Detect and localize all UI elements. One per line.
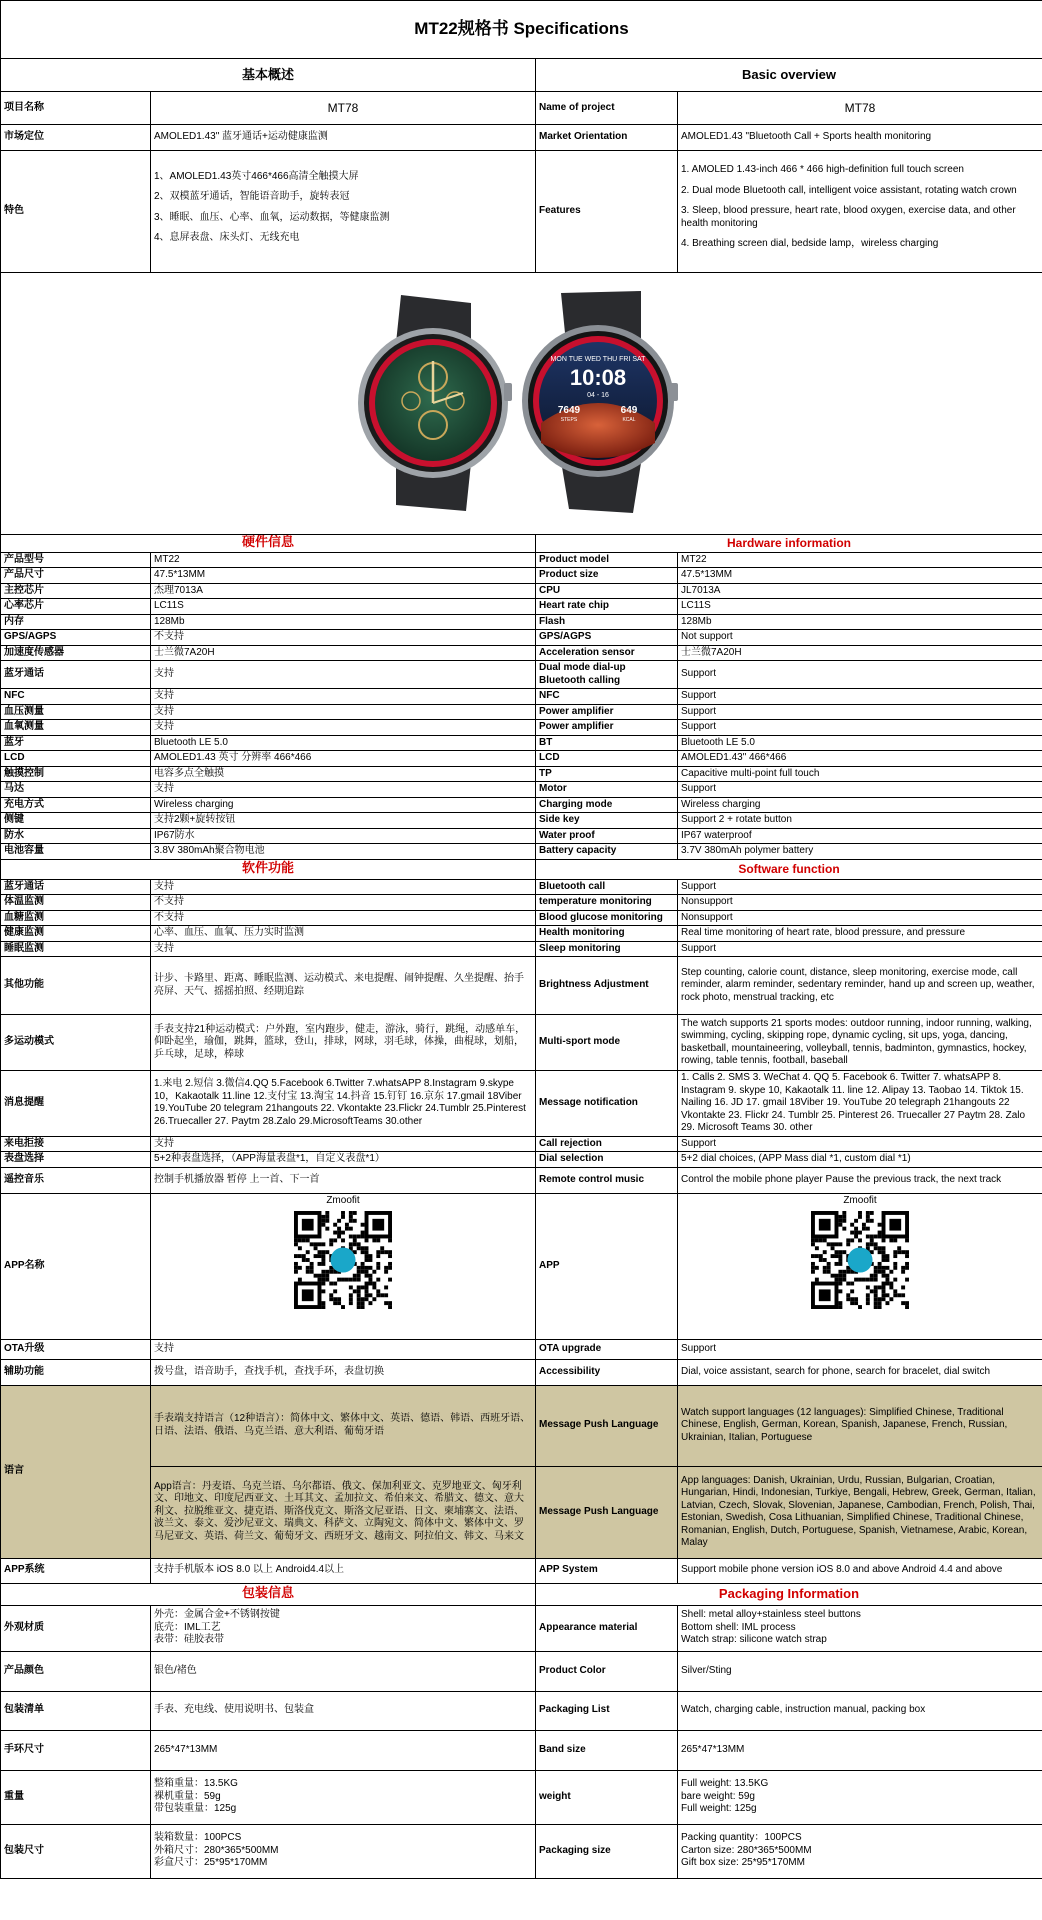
left-watch [358, 295, 512, 511]
market-value-zh: AMOLED1.43" 蓝牙通话+运动健康监测 [151, 125, 536, 151]
appsys-label-en: APP System [536, 1558, 678, 1583]
hw-v-zh-19: 3.8V 380mAh聚合物电池 [151, 844, 536, 860]
music-label-zh: 遥控音乐 [1, 1167, 151, 1193]
sw-k-en-3: Blood glucose monitoring [536, 910, 678, 926]
hw-k-en-6: GPS/AGPS [536, 630, 678, 646]
hw-v-zh-17: 支持2颗+旋转按钮 [151, 813, 536, 829]
hw-k-zh-13: LCD [1, 751, 151, 767]
hw-k-en-4: Heart rate chip [536, 599, 678, 615]
hw-row [1, 844, 1042, 860]
hw-k-en-2: Product size [536, 568, 678, 584]
dial-label-zh: 表盘选择 [1, 1152, 151, 1168]
market-value-en: AMOLED1.43 "Bluetooth Call + Sports health monitoring [678, 125, 1042, 151]
market-label-zh: 市场定位 [1, 125, 151, 151]
product-image-cell [1, 273, 1042, 535]
sw-v-zh-3: 不支持 [151, 910, 536, 926]
watch-steps-label: STEPS [560, 417, 578, 423]
hw-v-en-8: Support [678, 661, 1042, 689]
feature-zh-4: 4、息屏表盘、床头灯、无线充电 [154, 232, 300, 243]
hw-k-zh-3: 主控芯片 [1, 583, 151, 599]
hw-k-en-14: TP [536, 766, 678, 782]
list-value-en: Watch, charging cable, instruction manual, packing box [678, 1691, 1042, 1730]
hw-k-zh-17: 侧键 [1, 813, 151, 829]
hw-v-en-3: JL7013A [678, 583, 1042, 599]
appearance-zh-3: 表带：硅胶表带 [154, 1634, 224, 1646]
hw-v-en-18: IP67 waterproof [678, 828, 1042, 844]
page-title: MT22规格书 Specifications [1, 1, 1042, 59]
sport-value-en: The watch supports 21 sports modes: outdoor running, indoor running, walking, swimming, cycling, skipping rope, dynamic cycling, sit ups, yoga, dancing, basketball, mountaineering, volleyball, tennis, badminton, gymnastics, hockey, rowing, table tennis, football, baseball [678, 1015, 1042, 1071]
color-label-en: Product Color [536, 1651, 678, 1691]
hw-row [1, 645, 1042, 661]
hw-v-zh-2: 47.5*13MM [151, 568, 536, 584]
sw-row [1, 879, 1042, 895]
features-label-en: Features [536, 151, 678, 273]
sw-row [1, 910, 1042, 926]
hw-v-zh-12: Bluetooth LE 5.0 [151, 735, 536, 751]
weight-value-zh [151, 1770, 536, 1824]
app-label-zh: APP名称 [1, 1193, 151, 1339]
sw-k-zh-3: 血糖监测 [1, 910, 151, 926]
hw-row [1, 751, 1042, 767]
hw-k-zh-2: 产品尺寸 [1, 568, 151, 584]
software-table [1, 879, 1042, 957]
band-label-zh: 手环尺寸 [1, 1730, 151, 1770]
weight-zh-2: 裸机重量：59g [154, 1790, 221, 1802]
lang-app-zh: App语言：丹麦语、乌克兰语、乌尔都语、俄文、保加利亚文、克罗地亚文、匈牙利文、印地文、印度尼西亚文、土耳其文、孟加拉文、希伯来文、希腊文、德文、意大利文、拉脱维亚文、捷克语、斯洛伐克文、斯洛文尼亚语、日文、柬埔寨文、法语、波兰文、泰文、爱沙尼亚文、瑞典文、科萨文、立陶宛文、简体中文、繁体中文、罗马尼亚文、英语、荷兰文、葡萄牙文、西班牙文、越南文、阿拉伯文、韩文、马来文 [151, 1466, 536, 1558]
ota-value-en: Support [678, 1339, 1042, 1359]
watch-steps: 7649 [557, 405, 581, 416]
watch-kcal: 649 [620, 405, 638, 416]
weight-en-3: Full weight: 125g [681, 1803, 757, 1815]
color-value-zh: 银色/褚色 [151, 1651, 536, 1691]
sw-v-zh-1: 支持 [151, 879, 536, 895]
hw-k-en-1: Product model [536, 552, 678, 568]
pksize-value-zh [151, 1824, 536, 1878]
overview-heading-zh: 基本概述 [1, 59, 536, 92]
hw-k-en-18: Water proof [536, 828, 678, 844]
sw-v-en-5: Support [678, 941, 1042, 957]
hw-v-zh-16: Wireless charging [151, 797, 536, 813]
sw-v-en-2: Nonsupport [678, 895, 1042, 911]
pksize-en-1: Packing quantity：100PCS [681, 1832, 802, 1844]
hw-v-en-12: Bluetooth LE 5.0 [678, 735, 1042, 751]
features-value-en [678, 151, 1042, 273]
hw-k-zh-5: 内存 [1, 614, 151, 630]
ota-label-zh: OTA升级 [1, 1339, 151, 1359]
sport-label-en: Multi-sport mode [536, 1015, 678, 1071]
hw-row [1, 630, 1042, 646]
appearance-label-en: Appearance material [536, 1605, 678, 1651]
feature-zh-3: 3、睡眠、血压、心率、血氧，运动数据，等健康监测 [154, 211, 390, 223]
sport-value-zh: 手表支持21种运动模式：户外跑，室内跑步，健走，游泳，骑行，跳绳，动感单车，仰卧起坐，瑜伽，跳舞，篮球，登山，排球，网球，羽毛球，体操，曲棍球，划船，乒乓球，足球，棒球 [151, 1015, 536, 1071]
hw-k-zh-9: NFC [1, 689, 151, 705]
appearance-en-3: Watch strap: silicone watch strap [681, 1634, 827, 1646]
hw-v-en-19: 3.7V 380mAh polymer battery [678, 844, 1042, 860]
hw-row [1, 797, 1042, 813]
pksize-zh-3: 彩盒尺寸：25*95*170MM [154, 1857, 268, 1869]
sw-k-zh-1: 蓝牙通话 [1, 879, 151, 895]
hw-k-zh-14: 触摸控制 [1, 766, 151, 782]
lang-app-en: App languages: Danish, Ukrainian, Urdu, Russian, Bulgarian, Croatian, Hungarian, Hindi, Indonesian, Turkiye, Bengali, Hebrew, Greek, German, Italian, Latvian, Czech, Slovak, Slovenian, Japanese, Cambodian, French, Polish, Thai, Estonian, Swedish, Cosa Lithuanian, Simplified Chinese, Traditional Chinese, Romanian, English, Dutch, Portuguese, Spanish, Vietnamese, Arabic, Korean, Malay [678, 1466, 1042, 1558]
band-value-en: 265*47*13MM [678, 1730, 1042, 1770]
access-label-zh: 辅助功能 [1, 1359, 151, 1385]
msg-label-zh: 消息提醒 [1, 1071, 151, 1137]
hw-v-en-14: Capacitive multi-point full touch [678, 766, 1042, 782]
hw-row [1, 689, 1042, 705]
hw-k-zh-1: 产品型号 [1, 552, 151, 568]
sw-row [1, 941, 1042, 957]
project-value-zh: MT78 [151, 92, 536, 125]
weight-en-1: Full weight: 13.5KG [681, 1778, 769, 1790]
sw-v-zh-5: 支持 [151, 941, 536, 957]
pksize-zh-1: 装箱数量：100PCS [154, 1832, 242, 1844]
sw-k-en-1: Bluetooth call [536, 879, 678, 895]
appsys-label-zh: APP系统 [1, 1558, 151, 1583]
hw-v-en-16: Wireless charging [678, 797, 1042, 813]
watch-time: 10:08 [569, 365, 627, 390]
msg-label-en: Message notification [536, 1071, 678, 1137]
hw-k-zh-19: 电池容量 [1, 844, 151, 860]
access-value-en: Dial, voice assistant, search for phone, search for bracelet, dial switch [678, 1359, 1042, 1385]
hw-row [1, 583, 1042, 599]
other-value-zh: 计步、卡路里、距离、睡眠监测、运动模式、来电提醒、闹钟提醒、久坐提醒、抬手亮屏、天气、摇摇拍照、经期追踪 [151, 957, 536, 1015]
hw-k-zh-18: 防水 [1, 828, 151, 844]
sw-k-en-2: temperature monitoring [536, 895, 678, 911]
hw-v-zh-9: 支持 [151, 689, 536, 705]
sw-k-en-5: Sleep monitoring [536, 941, 678, 957]
app-qr-code-icon[interactable] [294, 1211, 392, 1309]
software-heading-zh: 软件功能 [1, 859, 536, 879]
hw-k-en-13: LCD [536, 751, 678, 767]
appearance-en-1: Shell: metal alloy+stainless steel buttons [681, 1609, 861, 1621]
band-value-zh: 265*47*13MM [151, 1730, 536, 1770]
weight-zh-3: 带包装重量：125g [154, 1803, 237, 1815]
hw-row [1, 766, 1042, 782]
hw-v-en-1: MT22 [678, 552, 1042, 568]
features-label-zh: 特色 [1, 151, 151, 273]
ota-label-en: OTA upgrade [536, 1339, 678, 1359]
lang-watch-zh: 手表端支持语言（12种语言）：简体中文、繁体中文、英语、德语、韩语、西班牙语、日语、法语、俄语、乌克兰语、意大利语、葡萄牙语 [151, 1385, 536, 1466]
weight-label-zh: 重量 [1, 1770, 151, 1824]
hw-v-en-13: AMOLED1.43" 466*466 [678, 751, 1042, 767]
color-value-en: Silver/Sting [678, 1651, 1042, 1691]
hw-row [1, 720, 1042, 736]
music-value-zh: 控制手机播放器 暂停 上一首、下一首 [151, 1167, 536, 1193]
msg-value-zh: 1.来电 2.短信 3.微信4.QQ 5.Facebook 6.Twitter 7.whatsAPP 8.Instagram 9.skype 10，Kakaotalk 11.line 12.支付宝 13.淘宝 14.抖音 15.钉钉 16.京东 17.gmail 18Viber 19.YouTube 20 telegram 21hangouts 22. Vkontakte 23.Flickr 24.Tumblr 25.Pinterest 26.Truecaller 27. Paytm 28.Zalo 29.MicrosoftTeams 30.other [151, 1071, 536, 1137]
hw-k-en-5: Flash [536, 614, 678, 630]
lang-app-label-en: Message Push Language [536, 1466, 678, 1558]
appearance-zh-2: 底壳：IML工艺 [154, 1621, 221, 1633]
app-name-en: Zmoofit [843, 1194, 877, 1206]
hw-v-zh-3: 杰理7013A [151, 583, 536, 599]
hw-v-zh-7: 士兰微7A20H [151, 645, 536, 661]
hw-v-en-10: Support [678, 704, 1042, 720]
reject-value-en: Support [678, 1136, 1042, 1152]
lang-watch-en: Watch support languages (12 languages): Simplified Chinese, Traditional Chinese, English, German, Korean, Spanish, Japanese, French, Russian, Ukrainian, Italian, Portuguese [678, 1385, 1042, 1466]
pksize-value-en [678, 1824, 1042, 1878]
app-name-zh: Zmoofit [326, 1194, 360, 1206]
hardware-table [1, 552, 1042, 859]
watch-days: MON TUE WED THU FRI SAT [550, 356, 646, 363]
hw-v-zh-6: 不支持 [151, 630, 536, 646]
other-value-en: Step counting, calorie count, distance, sleep monitoring, exercise mode, call reminder, alarm reminder, sedentary reminder, hand up and screen up, weather, rock photo, menstrual tracking, etc [678, 957, 1042, 1015]
hardware-heading-zh: 硬件信息 [1, 534, 536, 552]
hw-v-en-2: 47.5*13MM [678, 568, 1042, 584]
msg-value-en: 1. Calls 2. SMS 3. WeChat 4. QQ 5. Facebook 6. Twitter 7. whatsAPP 8. Instagram 9. skype 10, Kakaotalk 11. line 12. Alipay 13. Taobao 14. Tiktok 15. Nailing 16. JD 17. gmail 18Viber 19. YouTube 20 telegraph 21hangouts 22 Vkontakte 23. Flickr 24. Tumblr 25. Pinterest 26. Truecaller 27 Paytm 28. Zalo 29. Microsoft Teams 30. other [678, 1071, 1042, 1137]
hw-v-en-11: Support [678, 720, 1042, 736]
hw-row [1, 614, 1042, 630]
hw-k-en-12: BT [536, 735, 678, 751]
hw-v-zh-13: AMOLED1.43 英寸 分辨率 466*466 [151, 751, 536, 767]
hw-v-zh-1: MT22 [151, 552, 536, 568]
software-heading-en: Software function [536, 859, 1042, 879]
dial-label-en: Dial selection [536, 1152, 678, 1168]
hw-k-zh-8: 蓝牙通话 [1, 661, 151, 689]
weight-zh-1: 整箱重量：13.5KG [154, 1778, 238, 1790]
color-label-zh: 产品颜色 [1, 1651, 151, 1691]
hw-k-zh-12: 蓝牙 [1, 735, 151, 751]
app-cell-zh [151, 1193, 536, 1339]
sw-row [1, 926, 1042, 942]
feature-zh-2: 2、双模蓝牙通话，智能语音助手，旋转表冠 [154, 191, 350, 202]
reject-label-en: Call rejection [536, 1136, 678, 1152]
hw-k-en-15: Motor [536, 782, 678, 798]
hw-row [1, 813, 1042, 829]
appearance-value-en [678, 1605, 1042, 1651]
sw-v-en-1: Support [678, 879, 1042, 895]
music-label-en: Remote control music [536, 1167, 678, 1193]
hw-row [1, 782, 1042, 798]
hw-k-en-19: Battery capacity [536, 844, 678, 860]
app-label-en: APP [536, 1193, 678, 1339]
hw-k-en-11: Power amplifier [536, 720, 678, 736]
sw-v-en-3: Nonsupport [678, 910, 1042, 926]
hw-v-en-9: Support [678, 689, 1042, 705]
list-label-en: Packaging List [536, 1691, 678, 1730]
hw-row [1, 735, 1042, 751]
overview-heading-en: Basic overview [536, 59, 1042, 92]
project-label-en: Name of project [536, 92, 678, 125]
lang-watch-label-en: Message Push Language [536, 1385, 678, 1466]
hw-v-en-5: 128Mb [678, 614, 1042, 630]
weight-label-en: weight [536, 1770, 678, 1824]
packaging-heading-en: Packaging Information [536, 1583, 1042, 1605]
sport-label-zh: 多运动模式 [1, 1015, 151, 1071]
project-value-en: MT78 [678, 92, 1042, 125]
sw-v-zh-4: 心率、血压、血氧、压力实时监测 [151, 926, 536, 942]
hw-row [1, 704, 1042, 720]
right-watch [522, 291, 678, 513]
pksize-label-en: Packaging size [536, 1824, 678, 1878]
sw-k-zh-4: 健康监测 [1, 926, 151, 942]
appearance-label-zh: 外观材质 [1, 1605, 151, 1651]
hw-k-zh-7: 加速度传感器 [1, 645, 151, 661]
hw-k-en-10: Power amplifier [536, 704, 678, 720]
hw-k-zh-16: 充电方式 [1, 797, 151, 813]
hw-v-en-4: LC11S [678, 599, 1042, 615]
hw-k-zh-4: 心率芯片 [1, 599, 151, 615]
hw-v-zh-10: 支持 [151, 704, 536, 720]
feature-en-2: 2. Dual mode Bluetooth call, intelligent voice assistant, rotating watch crown [681, 184, 1017, 196]
dial-value-zh: 5+2种表盘选择，（APP海量表盘*1，自定义表盘*1） [151, 1152, 536, 1168]
hw-k-en-8: Dual mode dial-up Bluetooth calling [536, 661, 678, 689]
access-value-zh: 拨号盘，语音助手，查找手机，查找手环，表盘切换 [151, 1359, 536, 1385]
sw-v-zh-2: 不支持 [151, 895, 536, 911]
hw-v-zh-8: 支持 [151, 661, 536, 689]
music-value-en: Control the mobile phone player Pause the previous track, the next track [678, 1167, 1042, 1193]
hw-k-en-9: NFC [536, 689, 678, 705]
access-label-en: Accessibility [536, 1359, 678, 1385]
ota-value-zh: 支持 [151, 1339, 536, 1359]
app-cell-en [678, 1193, 1042, 1339]
sw-row [1, 895, 1042, 911]
pksize-en-2: Carton size: 280*365*500MM [681, 1844, 812, 1856]
hw-k-zh-15: 马达 [1, 782, 151, 798]
feature-en-4: 4. Breathing screen dial, bedside lamp，wireless charging [681, 238, 939, 250]
list-value-zh: 手表、充电线、使用说明书、包装盒 [151, 1691, 536, 1730]
reject-value-zh: 支持 [151, 1136, 536, 1152]
watch-kcal-label: KCAL [622, 417, 636, 423]
sw-v-en-4: Real time monitoring of heart rate, blood pressure, and pressure [678, 926, 1042, 942]
pksize-zh-2: 外箱尺寸：280*365*500MM [154, 1844, 279, 1856]
hardware-heading-en: Hardware information [536, 534, 1042, 552]
hw-v-en-15: Support [678, 782, 1042, 798]
hw-v-zh-11: 支持 [151, 720, 536, 736]
weight-en-2: bare weight: 59g [681, 1790, 755, 1802]
sw-k-zh-5: 睡眠监测 [1, 941, 151, 957]
sw-k-en-4: Health monitoring [536, 926, 678, 942]
appsys-value-zh: 支持手机版本 iOS 8.0 以上 Android4.4以上 [151, 1558, 536, 1583]
appearance-value-zh [151, 1605, 536, 1651]
hw-v-zh-18: IP67防水 [151, 828, 536, 844]
hw-row [1, 599, 1042, 615]
hw-k-zh-6: GPS/AGPS [1, 630, 151, 646]
dial-value-en: 5+2 dial choices, (APP Mass dial *1, custom dial *1) [678, 1152, 1042, 1168]
hw-k-en-16: Charging mode [536, 797, 678, 813]
feature-en-3: 3. Sleep, blood pressure, heart rate, blood oxygen, exercise data, and other health monitoring [681, 205, 1016, 229]
hw-k-en-17: Side key [536, 813, 678, 829]
project-label-zh: 项目名称 [1, 92, 151, 125]
feature-zh-1: 1、AMOLED1.43英寸466*466高清全触摸大屏 [154, 170, 359, 182]
packaging-heading-zh: 包装信息 [1, 1583, 536, 1605]
watch-date: 04 - 16 [587, 392, 609, 399]
hw-k-en-7: Acceleration sensor [536, 645, 678, 661]
hw-v-zh-5: 128Mb [151, 614, 536, 630]
app-qr-code-icon[interactable] [811, 1211, 909, 1309]
hw-v-zh-4: LC11S [151, 599, 536, 615]
pksize-label-zh: 包装尺寸 [1, 1824, 151, 1878]
reject-label-zh: 来电拒接 [1, 1136, 151, 1152]
watch-product-image [1, 273, 1041, 529]
hw-k-zh-11: 血氧测量 [1, 720, 151, 736]
list-label-zh: 包装清单 [1, 1691, 151, 1730]
feature-en-1: 1. AMOLED 1.43-inch 466 * 466 high-definition full touch screen [681, 164, 964, 176]
hw-v-en-6: Not support [678, 630, 1042, 646]
appsys-value-en: Support mobile phone version iOS 8.0 and above Android 4.4 and above [678, 1558, 1042, 1583]
appearance-zh-1: 外壳：金属合金+不锈钢按键 [154, 1609, 280, 1621]
features-value-zh [151, 151, 536, 273]
hw-k-zh-10: 血压测量 [1, 704, 151, 720]
hw-row [1, 552, 1042, 568]
hw-v-en-7: 士兰微7A20H [678, 645, 1042, 661]
other-label-zh: 其他功能 [1, 957, 151, 1015]
hw-k-en-3: CPU [536, 583, 678, 599]
sw-k-zh-2: 体温监测 [1, 895, 151, 911]
hw-row [1, 661, 1042, 689]
band-label-en: Band size [536, 1730, 678, 1770]
hw-v-en-17: Support 2 + rotate button [678, 813, 1042, 829]
hw-row [1, 568, 1042, 584]
lang-label-zh: 语言 [1, 1385, 151, 1558]
appearance-en-2: Bottom shell: IML process [681, 1621, 796, 1633]
hw-v-zh-14: 电容多点全触摸 [151, 766, 536, 782]
hw-row [1, 828, 1042, 844]
market-label-en: Market Orientation [536, 125, 678, 151]
pksize-en-3: Gift box size: 25*95*170MM [681, 1857, 805, 1869]
other-label-en: Brightness Adjustment [536, 957, 678, 1015]
hw-v-zh-15: 支持 [151, 782, 536, 798]
weight-value-en [678, 1770, 1042, 1824]
